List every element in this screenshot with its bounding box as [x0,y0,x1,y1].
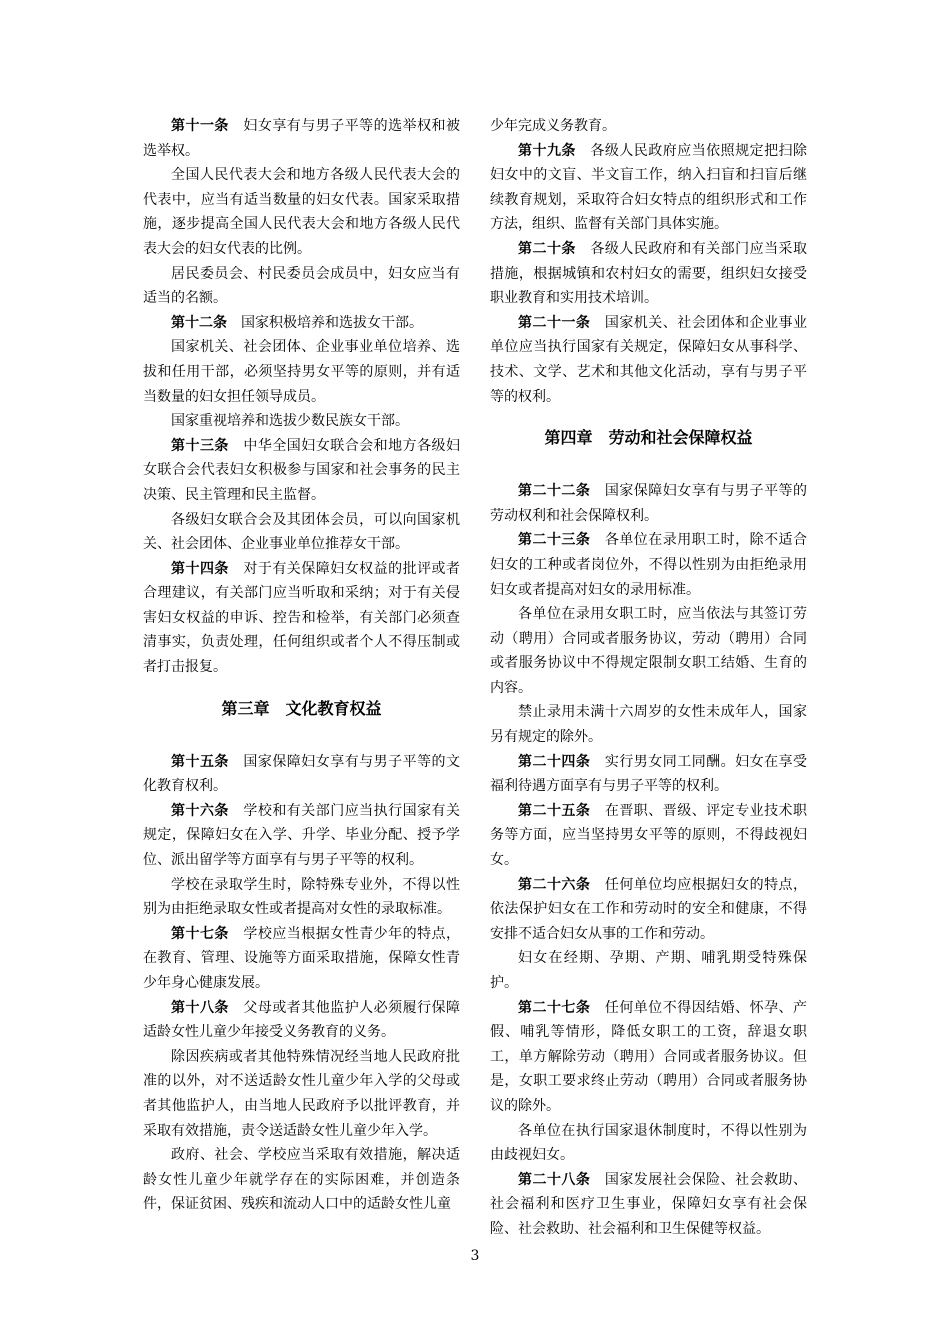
article-paragraph [490,237,807,311]
paragraph-text: 学校和有关部门应当执行国家有关规定，保障妇女在入学、升学、毕业分配、授予学位、派出留学等方面享有与男子平等的权利。 [143,802,461,869]
paragraph-text: 各单位在录用职工时，除不适合妇女的工种或者岗位外，不得以性别为由拒绝录用妇女或者提高对妇女的录用标准。 [490,532,808,598]
article-paragraph [143,799,460,873]
body-paragraph [143,873,460,922]
article-paragraph [143,114,460,163]
paragraph-text: 国家保障妇女享有与男子平等的劳动权利和社会保障权利。 [490,483,808,524]
article-paragraph [490,479,807,528]
body-paragraph [143,508,460,557]
article-number: 第十五条 [171,753,229,770]
body-paragraph [490,114,807,139]
article-number: 第二十五条 [518,802,591,819]
article-paragraph [490,528,807,602]
article-paragraph [490,873,807,947]
article-number: 第十七条 [171,925,229,942]
page-number: 3 [470,1248,480,1264]
paragraph-text: 任何单位均应根据妇女的特点，依法保护妇女在工作和劳动时的安全和健康，不得安排不适合妇女从事的工作和劳动。 [490,876,808,942]
paragraph-text: 对于有关保障妇女权益的批评或者合理建议，有关部门应当听取和采纳；对于有关侵害妇女权益的申诉、控告和检举，有关部门必须查清事实，负责处理，任何组织或者个人不得压制或者打击报复。 [143,560,461,676]
paragraph-text: 妇女享有与男子平等的选举权和被选举权。 [143,118,461,159]
body-paragraph [490,602,807,700]
body-paragraph [490,700,807,749]
paragraph-text: 各级人民政府和有关部门应当采取措施，根据城镇和农村妇女的需要，组织妇女接受职业教育和实用技术培训。 [490,240,808,307]
article-number: 第十一条 [171,118,229,134]
paragraph-text: 全国人民代表大会和地方各级人民代表大会的代表中，应当有适当数量的妇女代表。国家采取措施，逐步提高全国人民代表大会和地方各级人民代表大会的妇女代表的比例。 [143,167,460,257]
paragraph-text: 父母或者其他监护人必须履行保障适龄女性儿童少年接受义务教育的义务。 [143,999,461,1041]
article-number: 第十四条 [171,560,229,577]
article-paragraph [143,434,460,508]
article-paragraph [490,799,807,873]
paragraph-text: 各级人民政府应当依照规定把扫除妇女中的文盲、半文盲工作，纳入扫盲和扫盲后继续教育规划，采取符合妇女特点的组织形式和工作方法，组织、监督有关部门具体实施。 [490,142,808,233]
article-number: 第二十条 [518,240,576,257]
paragraph-text: 国家重视培养和选拔少数民族女干部。 [171,413,409,430]
article-number: 第二十一条 [518,314,591,331]
article-number: 第十六条 [171,802,229,819]
article-paragraph [143,922,460,996]
paragraph-text: 中华全国妇女联合会和地方各级妇女联合会代表妇女积极参与国家和社会事务的民主决策、民主管理和民主监督。 [143,437,461,503]
paragraph-text: 各级妇女联合会及其团体会员，可以向国家机关、社会团体、企业事业单位推荐女干部。 [143,511,460,553]
article-paragraph [143,996,460,1045]
paragraph-text: 国家机关、社会团体、企业事业单位培养、选拔和任用干部，必须坚持男女平等的原则，并有适当数量的妇女担任领导成员。 [143,339,460,405]
body-paragraph [490,946,807,995]
right-column [490,114,807,1242]
paragraph-text: 禁止录用未满十六周岁的女性未成年人，国家另有规定的除外。 [490,704,807,746]
body-paragraph [143,262,460,311]
article-number: 第二十七条 [518,999,591,1016]
article-paragraph [490,750,807,799]
body-paragraph [143,1143,460,1217]
chapter-heading: 第三章 文化教育权益 [221,698,382,718]
article-number: 第十八条 [171,999,229,1016]
left-column [143,114,460,1217]
body-paragraph [143,335,460,409]
paragraph-text: 除因疾病或者其他特殊情况经当地人民政府批准的以外，对不送适龄女性儿童少年入学的父母或者其他监护人，由当地人民政府予以批评教育，并采取有效措施，责令送适龄女性儿童少年入学。 [143,1048,460,1139]
paragraph-text: 在晋职、晋级、评定专业技术职务等方面，应当坚持男女平等的原则，不得歧视妇女。 [490,802,808,869]
article-paragraph [143,311,460,336]
paragraph-text: 国家积极培养和选拔女干部。 [241,314,423,331]
paragraph-text: 国家机关、社会团体和企业事业单位应当执行国家有关规定，保障妇女从事科学、技术、文学、艺术和其他文化活动，享有与男子平等的权利。 [490,314,808,405]
article-number: 第二十三条 [518,532,591,549]
paragraph-text: 实行男女同工同酬。妇女在享受福利待遇方面享有与男子平等的权利。 [490,753,808,795]
paragraph-text: 居民委员会、村民委员会成员中，妇女应当有适当的名额。 [143,265,460,307]
article-paragraph [143,557,460,680]
body-paragraph [490,1119,807,1168]
article-number: 第十二条 [171,314,227,331]
article-number: 第二十二条 [518,483,591,500]
paragraph-text: 学校应当根据女性青少年的特点，在教育、管理、设施等方面采取措施，保障女性青少年身心健康发展。 [143,925,461,991]
article-number: 第二十六条 [518,876,591,893]
article-paragraph [490,139,807,237]
paragraph-text: 学校在录取学生时，除特殊专业外，不得以性别为由拒绝录取女性或者提高对女性的录取标准。 [143,876,460,918]
article-number: 第十三条 [171,437,229,454]
article-paragraph [490,1168,807,1242]
article-number: 第十九条 [518,142,576,159]
chapter-heading: 第四章 劳动和社会保障权益 [544,428,753,448]
paragraph-text: 妇女在经期、孕期、产期、哺乳期受特殊保护。 [490,950,807,991]
article-number: 第二十四条 [518,753,591,770]
article-paragraph [143,750,460,799]
body-paragraph [143,409,460,434]
paragraph-text: 各单位在录用女职工时，应当依法与其签订劳动（聘用）合同或者服务协议，劳动（聘用）合同或者服务协议中不得规定限制女职工结婚、生育的内容。 [490,606,807,696]
article-paragraph [490,311,807,409]
paragraph-text: 政府、社会、学校应当采取有效措施，解决适龄女性儿童少年就学存在的实际困难，并创造条件，保证贫困、残疾和流动人口中的适龄女性儿童 [143,1147,460,1213]
article-paragraph [490,996,807,1119]
paragraph-text: 各单位在执行国家退休制度时，不得以性别为由歧视妇女。 [490,1122,807,1164]
body-paragraph [143,163,460,261]
body-paragraph [143,1045,460,1143]
article-number: 第二十八条 [518,1171,591,1188]
paragraph-text: 任何单位不得因结婚、怀孕、产假、哺乳等情形，降低女职工的工资，辞退女职工，单方解除劳动（聘用）合同或者服务协议。但是，女职工要求终止劳动（聘用）合同或者服务协议的除外。 [490,999,808,1114]
paragraph-text: 国家保障妇女享有与男子平等的文化教育权利。 [143,753,461,795]
paragraph-text: 少年完成义务教育。 [490,118,616,134]
paragraph-text: 国家发展社会保险、社会救助、社会福利和医疗卫生事业，保障妇女享有社会保险、社会救助、社会福利和卫生保健等权益。 [490,1171,808,1237]
